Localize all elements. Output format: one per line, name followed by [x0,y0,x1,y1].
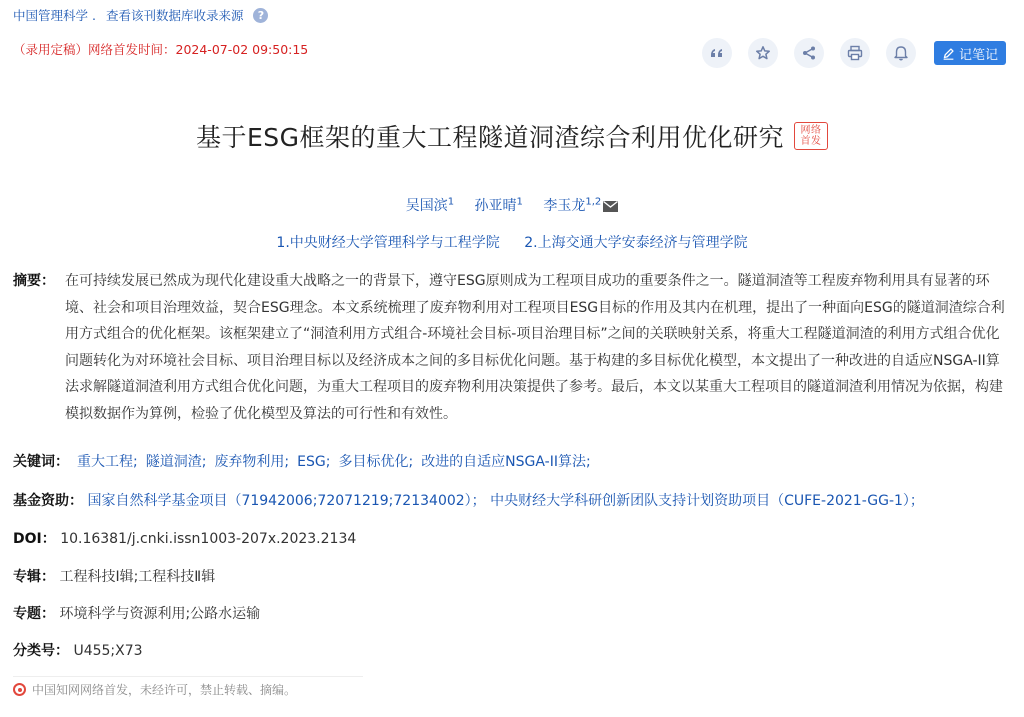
mail-icon[interactable] [603,201,618,212]
source-bar [13,6,268,24]
copyright-text: 中国知网网络首发，未经许可，禁止转载、摘编。 [32,683,297,697]
topic-value: 环境科学与资源利用;公路水运输 [59,606,261,622]
classification-value: U455;X73 [73,643,143,659]
keyword-link[interactable]: 多目标优化; [338,454,414,470]
quote-icon [709,45,725,61]
notify-button[interactable] [886,38,916,68]
abstract-label: 摘要： [13,273,55,289]
organization-list [0,232,1024,252]
doi-row [13,528,356,548]
title-area [0,118,1024,154]
topic-label: 专题： [13,606,55,622]
share-button[interactable] [794,38,824,68]
article-title: 基于ESG框架的重大工程隧道洞渣综合利用优化研究 [195,123,785,152]
journal-link[interactable]: 中国管理科学 . [13,8,96,23]
star-icon [755,45,771,61]
series-row [13,566,215,586]
topic-row [13,603,260,623]
toolbar [702,38,1006,68]
share-icon [801,45,817,61]
bell-icon [893,45,909,61]
print-button[interactable] [840,38,870,68]
author-link[interactable]: 孙亚晴$^1$ [474,196,523,214]
abstract [13,268,1008,427]
keyword-link[interactable]: 隧道洞渣; [145,454,207,470]
funding-link[interactable]: 国家自然科学基金项目（71942006;72071219;72134002）； 中央财经大学科研创新团队支持计划资助项目（CUFE-2021-GG-1）； [87,493,924,509]
author-link[interactable]: 吴国滨$^1$ [405,196,455,214]
copyright-notice [13,676,363,698]
keyword-link[interactable]: 重大工程; [77,454,138,470]
organization-link[interactable]: 1.中央财经大学管理科学与工程学院 [276,235,500,251]
abstract-text: 在可持续发展已然成为现代化建设重大战略之一的背景下，遵守ESG原则成为工程项目成功的重要条件之一。隧道洞渣等工程废弃物利用具有显著的环境、社会和项目治理效益，契合ESG理念。本文系统梳理了废弃物利用对工程项目ESG目标的作用及其内在机理，提出了一种面向ESG的隧道洞渣综合利用方式组合的优化框架。该框架建立了“洞渣利用方式组合-环境社会目标-项目治理目标”之间的关联映射关系，将重大工程隧道洞渣的利用方式组合优化问题转化为对环境社会目标、项目治理目标以及经济成本之间的多目标优化问题。基于构建的多目标优化模型，本文提出了一种改进的自适应NSGA-II算法求解隧道洞渣利用方式组合优化问题，为重大工程项目的废弃物利用决策提供了参考。最后，本文以某重大工程项目的隧道洞渣利用情况为依据，构建模拟数据作为算例，检验了优化模型及算法的可行性和有效性。 [65,273,1005,422]
online-first-badge: 网络首发 [794,122,828,150]
keyword-link[interactable]: ESG; [297,454,331,470]
target-icon [13,683,26,696]
publish-time: （录用定稿）网络首发时间：2024-07-02 09:50:15 [13,42,309,57]
funding-label: 基金资助： [13,493,83,509]
funding-row [13,490,924,510]
series-value: 工程科技Ⅰ辑;工程科技Ⅱ辑 [59,569,216,585]
classification-label: 分类号： [13,643,69,659]
author-list [0,195,1024,215]
doi-label: DOI： [13,531,56,547]
keywords-label: 关键词： [13,454,69,470]
keyword-link[interactable]: 改进的自适应NSGA-II算法; [421,454,591,470]
series-label: 专辑： [13,569,55,585]
cite-button[interactable] [702,38,732,68]
printer-icon [847,45,863,61]
keywords-row [13,451,591,471]
doi-value: 10.16381/j.cnki.issn1003-207x.2023.2134 [60,531,357,547]
keyword-link[interactable]: 废弃物利用; [214,454,290,470]
author-link[interactable]: 李玉龙$^{1,2}$ [543,198,618,214]
classification-row [13,640,143,660]
help-icon[interactable]: ? [253,8,268,23]
favorite-button[interactable] [748,38,778,68]
article-title-row [196,118,828,154]
take-note-button[interactable] [934,41,1006,65]
pencil-icon [942,47,955,60]
take-note-label: 记笔记 [958,47,998,63]
database-source-link[interactable]: 查看该刊数据库收录来源 [105,8,244,23]
organization-link[interactable]: 2.上海交通大学安泰经济与管理学院 [524,235,748,251]
